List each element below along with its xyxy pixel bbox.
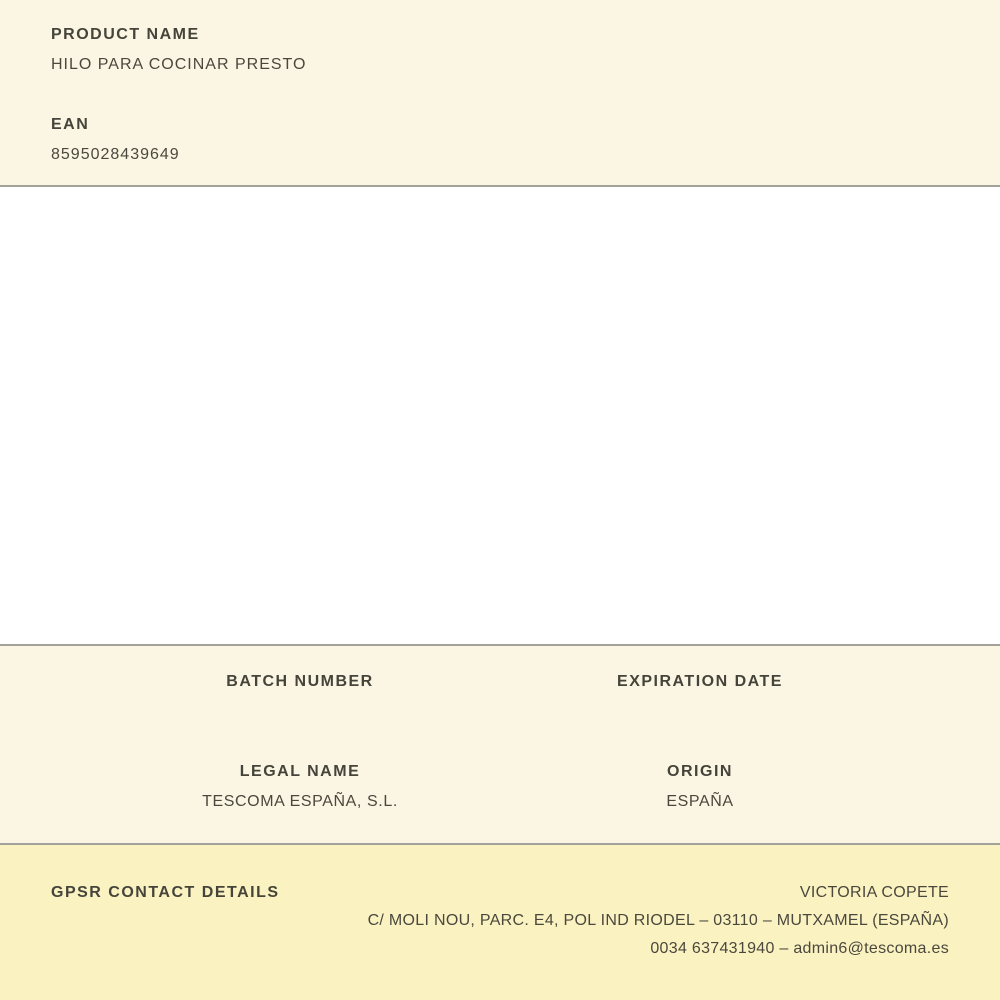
batch-number-cell — [100, 674, 500, 720]
expiration-date-cell — [500, 674, 900, 720]
product-name-label: PRODUCT NAME — [51, 26, 200, 43]
batch-number-value — [100, 704, 500, 720]
expiration-date-label: EXPIRATION DATE — [617, 673, 783, 690]
legal-name-label: LEGAL NAME — [239, 763, 361, 780]
gpsr-contact-label: GPSR CONTACT DETAILS — [51, 884, 280, 901]
origin-cell — [500, 764, 900, 810]
expiration-date-value — [500, 704, 900, 720]
contact-address: C/ MOLI NOU, PARC. E4, POL IND RIODEL – 03110 – MUTXAMEL (ESPAÑA) — [367, 912, 949, 929]
details-grid — [100, 674, 900, 854]
product-name-value: HILO PARA COCINAR PRESTO — [51, 56, 307, 73]
legal-name-value: TESCOMA ESPAÑA, S.L. — [202, 793, 398, 810]
product-image-placeholder — [0, 187, 1000, 646]
ean-label: EAN — [51, 116, 90, 133]
contact-person-name: VICTORIA COPETE — [799, 884, 949, 901]
product-header-section — [0, 0, 1000, 187]
product-details-section — [0, 646, 1000, 845]
contact-phone-email: 0034 637431940 – admin6@tescoma.es — [650, 940, 949, 957]
batch-number-label: BATCH NUMBER — [226, 673, 374, 690]
legal-name-cell — [100, 764, 500, 810]
origin-value: ESPAÑA — [666, 793, 734, 810]
ean-value: 8595028439649 — [51, 146, 180, 163]
product-name-field — [51, 27, 949, 73]
origin-label: ORIGIN — [667, 763, 733, 780]
gpsr-contact-section — [0, 845, 1000, 1000]
ean-field — [51, 117, 949, 163]
